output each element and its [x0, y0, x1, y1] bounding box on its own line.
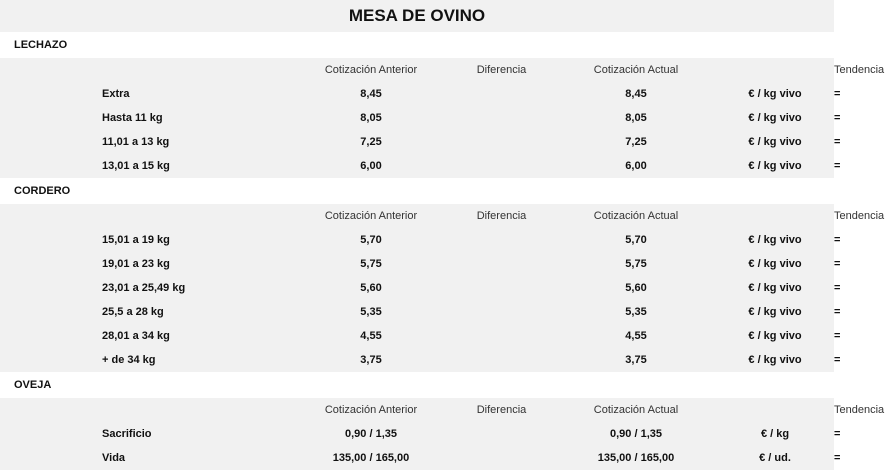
current-price: 3,75 [625, 354, 647, 366]
row-label: + de 34 kg [102, 354, 156, 366]
price-unit: € / kg vivo [748, 354, 802, 366]
current-price: 5,60 [625, 282, 647, 294]
price-unit: € / kg vivo [748, 234, 802, 246]
current-price: 0,90 / 1,35 [610, 428, 662, 440]
price-unit: € / kg vivo [748, 258, 802, 270]
previous-price: 5,35 [360, 306, 382, 318]
current-price: 5,35 [625, 306, 647, 318]
header-trend: Tendencia [834, 64, 885, 76]
price-unit: € / kg vivo [748, 282, 802, 294]
trend-indicator: = [834, 160, 841, 172]
current-price: 135,00 / 165,00 [597, 452, 675, 464]
table-row [0, 348, 841, 372]
table-row [0, 276, 841, 300]
current-price: 5,70 [625, 234, 647, 246]
header-current-price: Cotización Actual [593, 210, 679, 222]
row-label: 25,5 a 28 kg [102, 306, 164, 318]
previous-price: 7,25 [360, 136, 382, 148]
trend-indicator: = [834, 354, 841, 366]
row-label: 23,01 a 25,49 kg [102, 282, 186, 294]
price-unit: € / kg vivo [748, 136, 802, 148]
section-title-lechazo: LECHAZO [0, 32, 834, 58]
table-row [0, 300, 841, 324]
header-difference: Diferencia [476, 210, 527, 222]
header-current-price: Cotización Actual [593, 64, 679, 76]
trend-indicator: = [834, 282, 841, 294]
section-body [0, 58, 885, 178]
row-label: 11,01 a 13 kg [102, 136, 170, 148]
header-trend: Tendencia [834, 404, 885, 416]
trend-indicator: = [834, 112, 841, 124]
row-label: 15,01 a 19 kg [102, 234, 170, 246]
table-row [0, 422, 841, 446]
header-previous-price: Cotización Anterior [324, 404, 418, 416]
header-current-price: Cotización Actual [593, 404, 679, 416]
previous-price: 3,75 [360, 354, 382, 366]
page-title: MESA DE OVINO [0, 0, 834, 32]
previous-price: 5,70 [360, 234, 382, 246]
trend-indicator: = [834, 306, 841, 318]
trend-indicator: = [834, 234, 841, 246]
row-label: Vida [102, 452, 126, 464]
current-price: 5,75 [625, 258, 647, 270]
trend-indicator: = [834, 428, 841, 440]
header-difference: Diferencia [476, 64, 527, 76]
table-row [0, 82, 841, 106]
table-row [0, 106, 841, 130]
current-price: 4,55 [625, 330, 647, 342]
table-row [0, 228, 841, 252]
price-unit: € / kg vivo [748, 306, 802, 318]
trend-indicator: = [834, 136, 841, 148]
column-header-row [0, 398, 885, 422]
row-label: Sacrificio [102, 428, 152, 440]
section-title-cordero: CORDERO [0, 178, 834, 204]
header-previous-price: Cotización Anterior [324, 64, 418, 76]
row-label: 13,01 a 15 kg [102, 160, 170, 172]
previous-price: 5,60 [360, 282, 382, 294]
price-unit: € / kg vivo [748, 88, 802, 100]
row-label: Hasta 11 kg [102, 112, 163, 124]
row-label: 28,01 a 34 kg [102, 330, 170, 342]
price-unit: € / kg vivo [748, 160, 802, 172]
previous-price: 8,45 [360, 88, 382, 100]
row-label: Extra [102, 88, 130, 100]
trend-indicator: = [834, 330, 841, 342]
price-unit: € / kg vivo [748, 330, 802, 342]
column-header-row [0, 204, 885, 228]
section-title-oveja: OVEJA [0, 372, 834, 398]
price-unit: € / ud. [759, 452, 791, 464]
current-price: 8,45 [625, 88, 647, 100]
table-row [0, 130, 841, 154]
table-row [0, 154, 841, 178]
sections-container [0, 32, 885, 470]
column-header-row [0, 58, 885, 82]
previous-price: 4,55 [360, 330, 382, 342]
table-row [0, 446, 841, 470]
price-unit: € / kg vivo [748, 112, 802, 124]
table-row [0, 252, 841, 276]
current-price: 8,05 [625, 112, 647, 124]
section-body [0, 398, 885, 470]
price-unit: € / kg [760, 428, 790, 440]
previous-price: 8,05 [360, 112, 382, 124]
trend-indicator: = [834, 452, 841, 464]
header-previous-price: Cotización Anterior [324, 210, 418, 222]
header-trend: Tendencia [834, 210, 885, 222]
trend-indicator: = [834, 258, 841, 270]
header-difference: Diferencia [476, 404, 527, 416]
current-price: 7,25 [625, 136, 647, 148]
current-price: 6,00 [625, 160, 647, 172]
table-row [0, 324, 841, 348]
previous-price: 6,00 [360, 160, 382, 172]
previous-price: 135,00 / 165,00 [332, 452, 410, 464]
previous-price: 0,90 / 1,35 [345, 428, 397, 440]
section-body [0, 204, 885, 372]
previous-price: 5,75 [360, 258, 382, 270]
trend-indicator: = [834, 88, 841, 100]
row-label: 19,01 a 23 kg [102, 258, 170, 270]
